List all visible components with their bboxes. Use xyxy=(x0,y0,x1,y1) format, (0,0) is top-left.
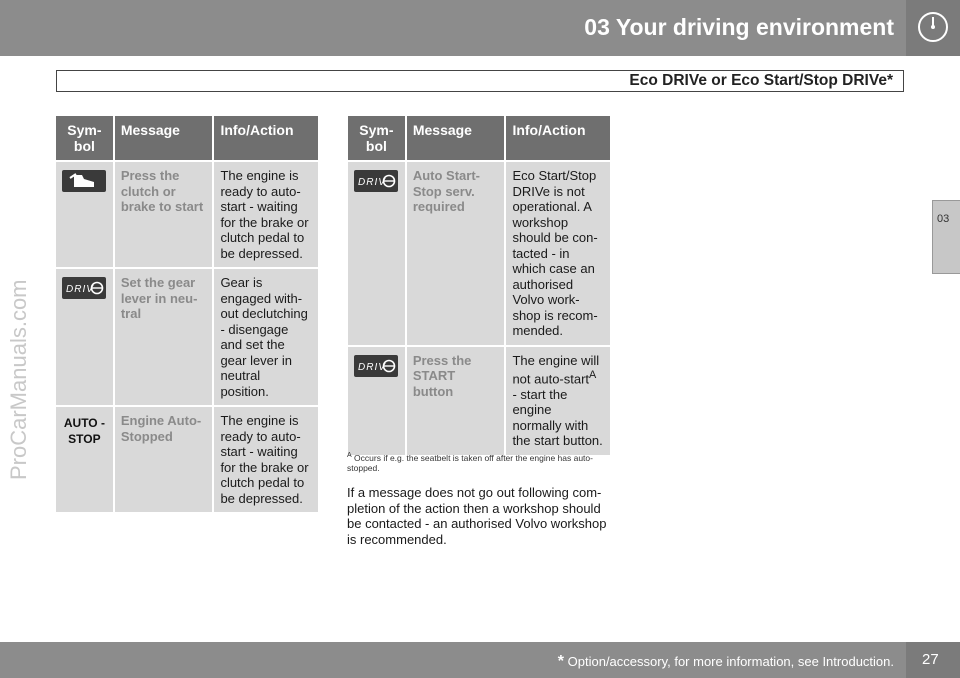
table-row xyxy=(348,347,610,455)
pedal-icon xyxy=(62,170,106,192)
drive-e-icon xyxy=(354,355,398,377)
symbol-cell xyxy=(56,407,113,512)
drive-e-icon xyxy=(62,277,106,299)
info-cell: Eco Start/Stop DRIVe is not operational. A workshop should be con-tacted - in which case an authorised Volvo work-shop is recom-mended. xyxy=(506,162,610,345)
message-cell: Press the clutch or brake to start xyxy=(115,162,213,267)
info-cell: Gear is engaged with-out declutching - disengage and set the gear lever in neutral position. xyxy=(214,269,318,405)
watermark: ProCarManuals.com xyxy=(6,279,31,480)
table-header-row xyxy=(56,116,318,160)
table-row xyxy=(56,407,318,512)
body-paragraph: If a message does not go out following com-pletion of the action then a workshop should be contacted - an authorised Volvo workshop is recommended. xyxy=(347,485,607,547)
message-table-left xyxy=(54,114,320,514)
message-cell: Set the gear lever in neu-tral xyxy=(115,269,213,405)
info-cell: The engine is ready to auto-start - waiting for the brake or clutch pedal to be depressed. xyxy=(214,407,318,512)
symbol-cell xyxy=(348,347,405,455)
svg-text:DRIV: DRIV xyxy=(358,361,387,373)
footnote-marker: A xyxy=(347,452,352,459)
table-header-row xyxy=(348,116,610,160)
header-info: Info/Action xyxy=(214,116,318,160)
footnote-ref: A xyxy=(589,369,597,381)
message-cell: Press the START button xyxy=(407,347,505,455)
header-band xyxy=(0,0,960,56)
footnote-text: Occurs if e.g. the seatbelt is taken off after the engine has auto-stopped. xyxy=(347,452,593,473)
header-symbol: Sym-bol xyxy=(56,116,113,160)
symbol-cell xyxy=(348,162,405,345)
info-text: The engine will not auto-start xyxy=(512,352,600,387)
footnote xyxy=(347,451,617,473)
footer-band xyxy=(0,642,960,678)
table-row xyxy=(56,162,318,267)
side-tab-label: 03 xyxy=(937,213,950,225)
symbol-cell xyxy=(56,269,113,405)
message-cell: Auto Start-Stop serv. required xyxy=(407,162,505,345)
drive-e-icon xyxy=(354,170,398,192)
gauge-icon xyxy=(916,10,950,44)
message-cell: Engine Auto-Stopped xyxy=(115,407,213,512)
auto-stop-symbol: AUTO - STOP xyxy=(63,416,105,446)
footer-note xyxy=(558,653,894,671)
asterisk: * xyxy=(557,653,565,670)
section-title-bar xyxy=(56,70,904,92)
section-title: Eco DRIVe or Eco Start/Stop DRIVe* xyxy=(629,72,893,89)
table-row xyxy=(56,269,318,405)
svg-text:DRIV: DRIV xyxy=(358,177,387,188)
symbol-cell xyxy=(56,162,113,267)
page-number-box xyxy=(906,642,960,678)
header-message: Message xyxy=(115,116,213,160)
table-row xyxy=(348,162,610,345)
header-symbol: Sym-bol xyxy=(348,116,405,160)
info-text-cont: - start the engine normally with the start button. xyxy=(512,386,603,449)
header-info: Info/Action xyxy=(506,116,610,160)
header-message: Message xyxy=(407,116,505,160)
page-number: 27 xyxy=(922,651,939,668)
chapter-title: 03 Your driving environment xyxy=(584,14,894,40)
chapter-side-tab[interactable] xyxy=(932,200,960,274)
footer-note-text: Option/accessory, for more information, see Introduction. xyxy=(567,654,894,669)
chapter-icon-box xyxy=(906,0,960,56)
message-table-right xyxy=(346,114,612,457)
info-cell: The engine is ready to auto-start - waiting for the brake or clutch pedal to be depressed. xyxy=(214,162,318,267)
svg-text:DRIV: DRIV xyxy=(66,284,95,295)
info-cell xyxy=(506,347,610,455)
